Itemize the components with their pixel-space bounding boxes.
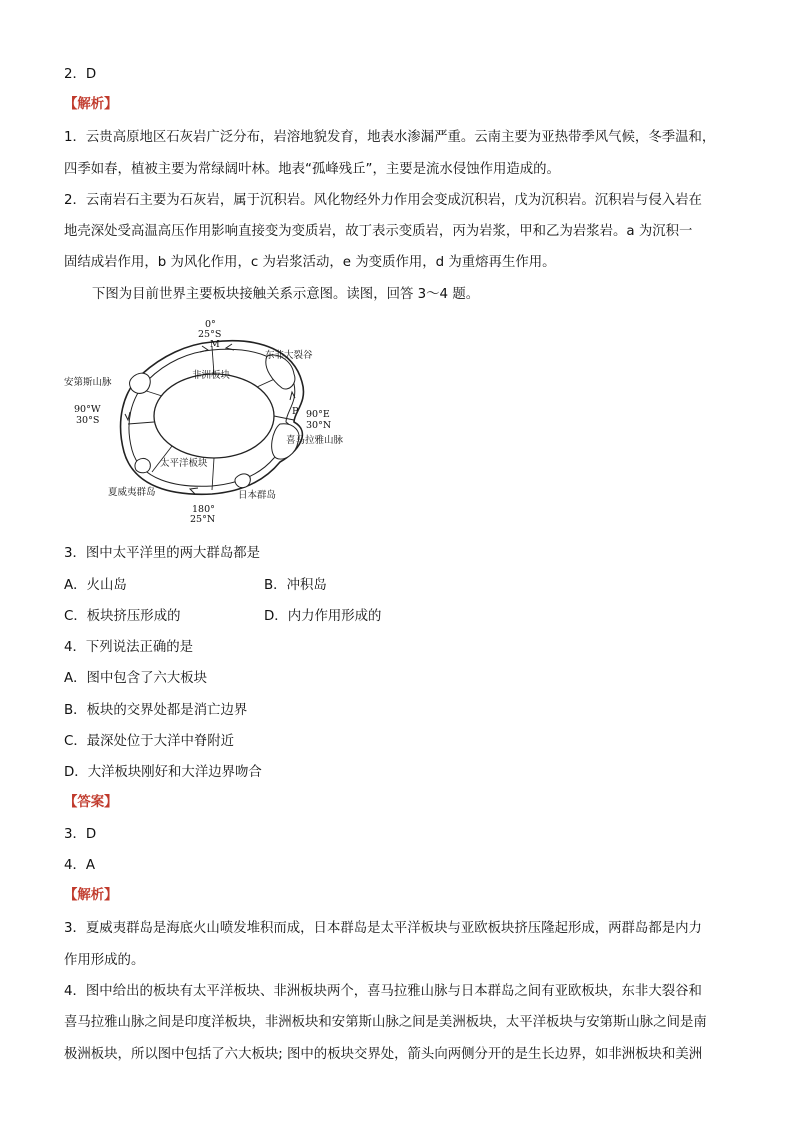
africa-plate-label: 非洲板块 [192, 370, 231, 381]
q3-option-c: C．板块挤压形成的 [64, 609, 181, 624]
q4-option-c: C．最深处位于大洋中脊附近 [64, 734, 235, 749]
q3-option-a: A．火山岛 [64, 578, 127, 593]
hawaii-shape [135, 458, 150, 472]
answer-label: 【答案】 [64, 795, 118, 810]
pacific-plate-label: 太平洋板块 [160, 458, 208, 469]
center-oval [154, 374, 274, 458]
q4-option-b: B．板块的交界处都是消亡边界 [64, 703, 248, 718]
radial-line [128, 422, 154, 424]
himalaya-label: 喜马拉雅山脉 [286, 435, 344, 446]
bottom-lon-label: 180° [192, 504, 215, 515]
answer-2: 2．D [64, 67, 97, 82]
analysis-4-line3: 极洲板块，所以图中包括了六大板块; 图中的板块交界处，箭头向两侧分开的是生长边界，如非洲板块和美洲 [64, 1047, 703, 1062]
analysis-2-line2: 地壳深处受高温高压作用影响直接变为变质岩，故丁表示变质岩，丙为岩浆，甲和乙为岩浆岩。a 为沉积一 [64, 224, 693, 239]
question-4: 4．下列说法正确的是 [64, 640, 194, 655]
analysis-3-line1: 3．夏威夷群岛是海底火山喷发堆积而成，日本群岛是太平洋板块与亚欧板块挤压隆起形成，两群岛都是内力 [64, 921, 702, 936]
intro-text: 下图为目前世界主要板块接触关系示意图。读图，回答 3～4 题。 [92, 287, 480, 302]
east-africa-label: 东非大裂谷 [265, 350, 313, 361]
analysis-2-line1: 2．云南岩石主要为石灰岩，属于沉积岩。风化物经外力作用会变成沉积岩，戊为沉积岩。沉积岩与侵入岩在 [64, 193, 702, 208]
q3-option-row-1 [64, 577, 327, 595]
top-lon-label: 0° [205, 319, 216, 330]
andes-label: 安第斯山脉 [64, 377, 112, 388]
right-lon-label: 90°E [306, 409, 330, 420]
analysis-4-line1: 4．图中给出的板块有太平洋板块、非洲板块两个，喜马拉雅山脉与日本群岛之间有亚欧板块，东非大裂谷和 [64, 984, 702, 999]
p-label: P [292, 406, 299, 417]
analysis-label-2: 【解析】 [64, 888, 118, 903]
japan-shape [235, 474, 250, 488]
top-lat-label: 25°S [198, 329, 222, 340]
bottom-lat-label: 25°N [190, 514, 216, 525]
analysis-1-line1: 1．云贵高原地区石灰岩广泛分布，岩溶地貌发育，地表水渗漏严重。云南主要为亚热带季风气候，冬季温和， [64, 130, 716, 145]
arrow-mark [190, 488, 198, 494]
hawaii-label: 夏威夷群岛 [108, 487, 156, 498]
q4-option-d: D．大洋板块刚好和大洋边界吻合 [64, 765, 262, 780]
q3-option-row-2 [64, 608, 382, 626]
q3-option-b: B．冲积岛 [264, 578, 327, 593]
andes-shape [130, 373, 151, 393]
analysis-4-line2: 喜马拉雅山脉之间是印度洋板块，非洲板块和安第斯山脉之间是美洲板块，太平洋板块与安第斯山脉之间是南 [64, 1015, 707, 1030]
analysis-3-line2: 作用形成的。 [64, 953, 145, 968]
q3-option-d: D．内力作用形成的 [264, 609, 382, 624]
left-lat-label: 30°S [76, 415, 100, 426]
answer-4: 4．A [64, 858, 96, 873]
answer-3: 3．D [64, 827, 97, 842]
radial-line [274, 416, 294, 420]
question-3: 3．图中太平洋里的两大群岛都是 [64, 546, 260, 561]
right-lat-label: 30°N [306, 420, 332, 431]
japan-label: 日本群岛 [238, 490, 277, 501]
radial-line [212, 458, 214, 490]
analysis-2-line3: 固结成岩作用，b 为风化作用，c 为岩浆活动，e 为变质作用，d 为重熔再生作用。 [64, 255, 556, 270]
analysis-1-line2: 四季如春，植被主要为常绿阔叶林。地表“孤峰残丘”，主要是流水侵蚀作用造成的。 [64, 162, 560, 177]
m-label: M [210, 339, 220, 350]
left-lon-label: 90°W [74, 404, 101, 415]
q4-option-a: A．图中包含了六大板块 [64, 671, 208, 686]
plate-boundary-figure [62, 312, 372, 528]
analysis-label: 【解析】 [64, 97, 118, 112]
